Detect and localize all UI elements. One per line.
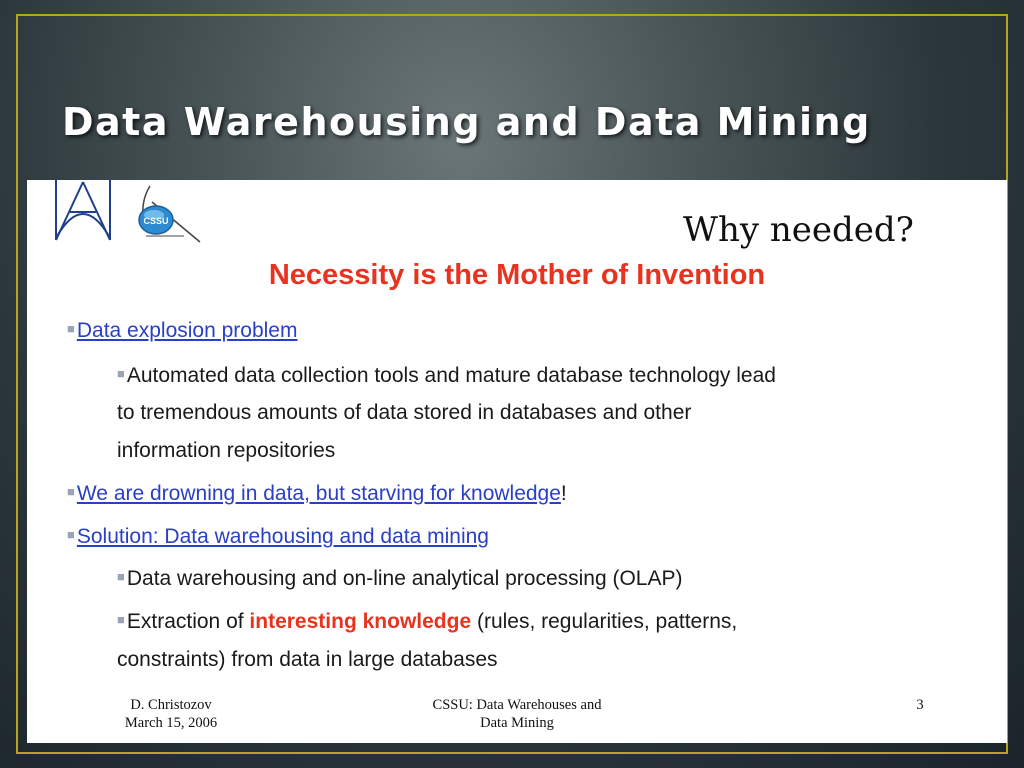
footer-author: D. Christozov [130,697,212,713]
cssu-logo-text: CSSU [143,216,169,226]
bullet-marker-icon: ■ [117,612,125,627]
slide-content-panel [27,180,1007,743]
link-solution[interactable]: Solution: Data warehousing and data mining [76,525,489,548]
sub-bullet-extraction-line2: constraints) from data in large databases [117,648,498,671]
sub-bullet-olap: ■Data warehousing and on-line analytical processing (OLAP) [117,567,683,590]
sub-bullet-extraction-line1: ■Extraction of interesting knowledge (rules, regularities, patterns, [117,610,738,633]
link-data-explosion[interactable]: Data explosion problem [76,319,298,342]
sub-bullet-automated-line1: ■Automated data collection tools and mature database technology lead [117,364,776,387]
bullet-marker-icon: ■ [67,484,75,499]
bullet-marker-icon: ■ [117,569,125,584]
highlight-interesting-knowledge: interesting knowledge [249,610,472,633]
sub-bullet-automated-line2: to tremendous amounts of data stored in databases and other [117,401,692,424]
headline: Necessity is the Mother of Invention [268,259,766,291]
link-drowning[interactable]: We are drowning in data, but starving for knowledge [76,482,561,505]
bullet-data-explosion [67,319,297,343]
bullet-marker-icon: ■ [67,321,75,336]
cssu-logo-icon [132,182,204,244]
slide-title: Data Warehousing and Data Mining [62,100,871,144]
footer-course-line1: CSSU: Data Warehouses and [432,697,602,713]
university-logo-icon [54,180,122,242]
footer-page-number: 3 [916,697,924,713]
bullet-solution [67,525,489,549]
footer-author-date [91,696,251,732]
why-needed-heading: Why needed? [683,210,914,250]
bullet-drowning: ■We are drowning in data, but starving for knowledge! [67,482,567,505]
bullet-marker-icon: ■ [67,527,75,542]
footer-date: March 15, 2006 [124,715,218,731]
bullet-marker-icon: ■ [117,366,125,381]
footer-course-line2: Data Mining [480,715,554,731]
sub-bullet-automated-line3: information repositories [117,439,336,462]
footer-course [387,696,647,732]
